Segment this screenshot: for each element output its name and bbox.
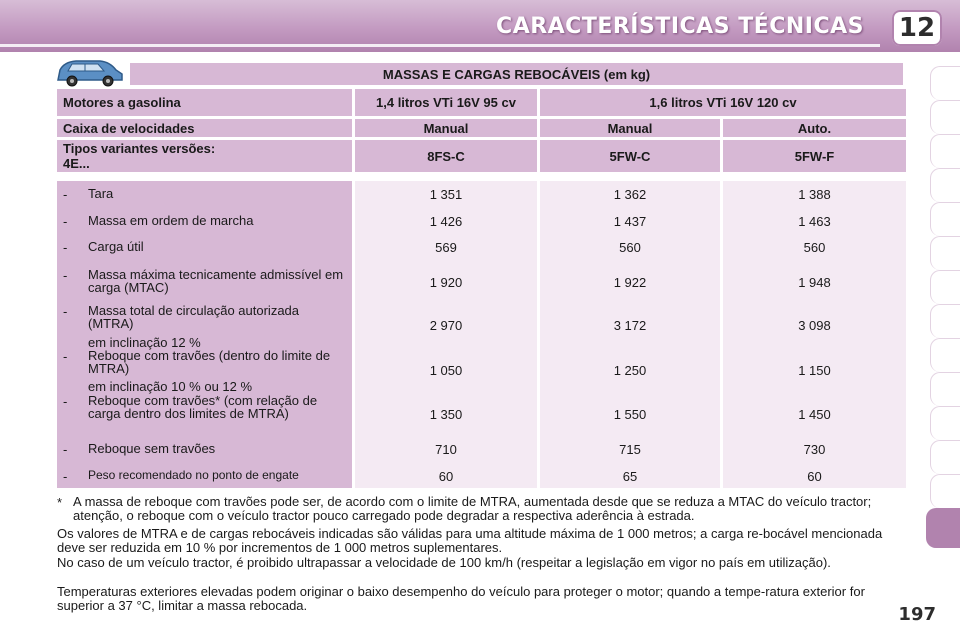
variant-3: 5FW-F [723, 140, 906, 172]
chapter-tab[interactable] [930, 134, 960, 168]
cell-value: 1 463 [798, 214, 831, 229]
cell-value: 60 [807, 469, 822, 484]
cell-value: 65 [622, 469, 638, 484]
cell-value: 1 362 [613, 187, 647, 202]
labels-column: - Tara - Massa em ordem de marcha - Carga útil - Massa máxima tecnicamente admissível em carga (MTAC) - Massa total de circulação autorizada (MTRA) em inclinação 12 % - Reboque com travões (dentro do limite de MTRA) em inclinação 10 % ou 12 % - Reboque com travões* (com relação de carga dentro dos limites de MTRA) - Reboque sem travões - Peso recomendado no ponto de engate [57, 181, 352, 488]
page-number: 197 [898, 604, 936, 625]
variant-1: 8FS-C [355, 140, 537, 172]
footnote-asterisk: * [57, 495, 63, 510]
table-body [57, 181, 906, 488]
engine-1: 1,4 litros VTi 16V 95 cv [355, 89, 537, 116]
footnote-text: A massa de reboque com travões pode ser, de acordo com o limite de MTRA, aumentada desde que se reduza a MTAC do veículo tractor; atenção, o reboque com o veículo tractor pouco carregado pode degradar a respectiva aderência à estrada. [73, 494, 872, 523]
engine-2: 1,6 litros VTi 16V 120 cv [540, 89, 906, 116]
values-column-5fw-f [723, 181, 906, 488]
row-label: Reboque sem travões [88, 441, 216, 456]
paragraph-altitude: Os valores de MTRA e de cargas rebocáveis indicadas são válidas para uma altitude máxima de 1 000 metros; a carga re-bocável mencionada deve ser reduzida em 10 % por incrementos de 1 000 metros suplementares. [57, 526, 883, 555]
cell-value: 1 050 [429, 363, 463, 378]
header-divider [0, 44, 880, 47]
cell-value: 60 [438, 469, 454, 484]
chapter-tab[interactable] [930, 236, 960, 270]
chapter-badge: 12 [892, 10, 942, 46]
cell-value: 569 [435, 240, 457, 255]
chapter-tab[interactable] [930, 202, 960, 236]
cell-value: 1 388 [798, 187, 831, 202]
row-note: em inclinação 12 % [88, 335, 201, 350]
cell-value: 1 922 [613, 275, 647, 290]
cell-value: 1 550 [613, 407, 647, 422]
chapter-tab[interactable] [930, 168, 960, 202]
cell-value: 2 970 [429, 318, 463, 333]
cell-value: 3 172 [613, 318, 647, 333]
row-label: Reboque com travões* (com relação de carga dentro dos limites de MTRA) [88, 393, 318, 421]
engine-label: Motores a gasolina [57, 89, 352, 116]
row-note: em inclinação 10 % ou 12 % [88, 379, 253, 394]
variants-label-2: 4E... [63, 156, 90, 171]
paragraph-speed: No caso de um veículo tractor, é proibido ultrapassar a velocidade de 100 km/h (respeitar a legislação em vigor no país em utilização). [57, 555, 831, 570]
car-icon [54, 56, 126, 88]
cell-value: 1 948 [798, 275, 831, 290]
cell-value: 1 450 [798, 407, 831, 422]
chapter-tab-active[interactable] [926, 508, 960, 548]
cell-value: 1 351 [429, 187, 463, 202]
chapter-tab[interactable] [930, 474, 960, 508]
cell-value: 560 [619, 240, 641, 255]
chapter-tabs [930, 66, 960, 548]
cell-value: 1 437 [613, 214, 647, 229]
variant-2: 5FW-C [540, 140, 720, 172]
table-title: MASSAS E CARGAS REBOCÁVEIS (em kg) [130, 63, 903, 85]
cell-value: 1 150 [798, 363, 831, 378]
cell-value: 730 [803, 442, 826, 457]
cell-value: 3 098 [798, 318, 831, 333]
row-label: Massa máxima tecnicamente admissível em carga (MTAC) [88, 267, 344, 295]
table-header [57, 89, 906, 175]
values-column-5fw-c [540, 181, 720, 488]
row-label: Reboque com travões (dentro do limite de MTRA) [88, 348, 331, 376]
cell-value: 715 [619, 442, 641, 457]
row-label: Massa em ordem de marcha [88, 213, 254, 228]
chapter-tab[interactable] [930, 270, 960, 304]
cell-value: 710 [435, 442, 457, 457]
cell-value: 1 426 [429, 214, 463, 229]
chapter-tab[interactable] [930, 372, 960, 406]
chapter-tab[interactable] [930, 338, 960, 372]
chapter-tab[interactable] [930, 304, 960, 338]
chapter-tab[interactable] [930, 406, 960, 440]
chapter-tab[interactable] [930, 66, 960, 100]
page-title: CARACTERÍSTICAS TÉCNICAS [496, 14, 864, 39]
variants-label: Tipos variantes versões: [63, 141, 216, 156]
gearbox-2: Manual [540, 119, 720, 137]
row-label: Peso recomendado no ponto de engate [88, 468, 299, 482]
paragraph-temperature: Temperaturas exteriores elevadas podem originar o baixo desempenho do veículo para proteger o motor; quando a tempe-ratura exterior for superior a 37 °C, limitar a massa rebocada. [57, 584, 865, 613]
cell-value: 1 250 [613, 363, 647, 378]
gearbox-1: Manual [355, 119, 537, 137]
row-label: Tara [88, 186, 114, 201]
chapter-tab[interactable] [930, 440, 960, 474]
row-label: Carga útil [88, 239, 144, 254]
chapter-tab[interactable] [930, 100, 960, 134]
cell-value: 1 350 [429, 407, 463, 422]
variants-label-cell [57, 140, 352, 172]
cell-value: 560 [803, 240, 826, 255]
values-column-8fs-c [355, 181, 537, 488]
gearbox-3: Auto. [723, 119, 906, 137]
gearbox-label: Caixa de velocidades [57, 119, 352, 137]
cell-value: 1 920 [429, 275, 463, 290]
row-label: Massa total de circulação autorizada (MTRA) [88, 303, 300, 331]
